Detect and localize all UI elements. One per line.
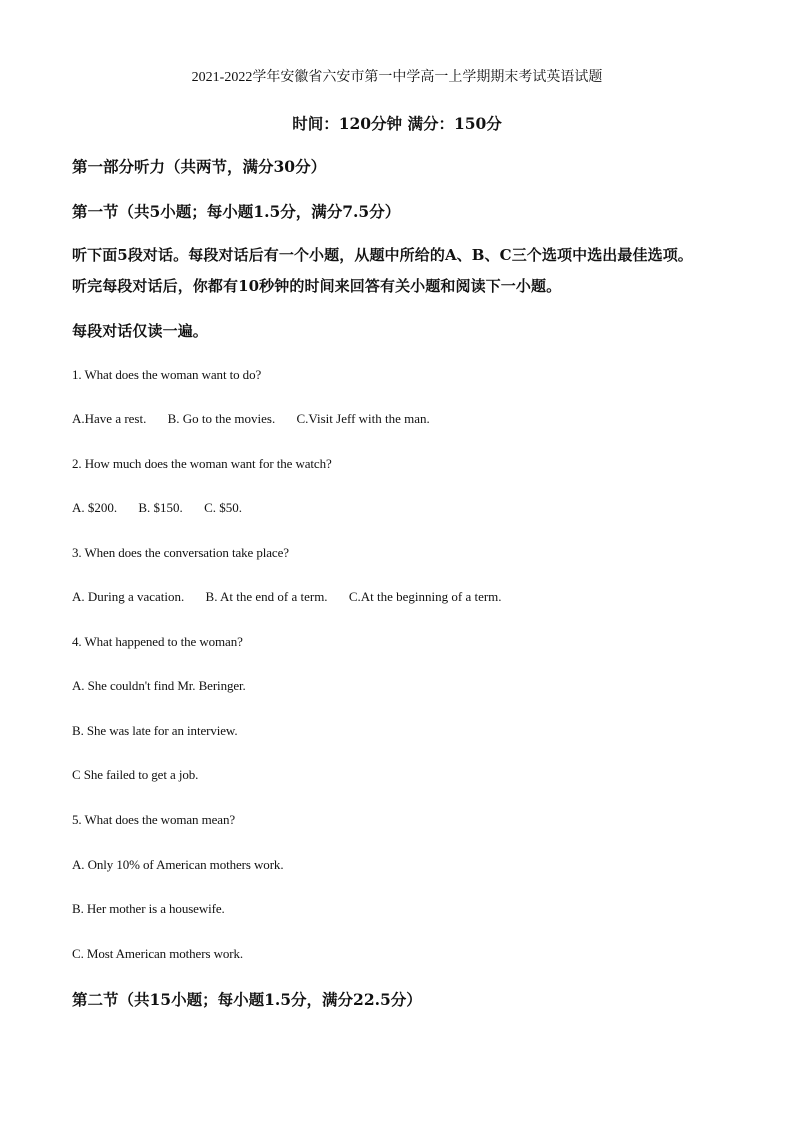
- instruction-line-2: 听完每段对话后，你都有10秒钟的时间来回答有关小题和阅读下一小题。: [72, 277, 562, 295]
- q4-option-b: B. She was late for an interview.: [72, 723, 238, 738]
- section2-heading: 第二节（共15小题；每小题1.5分，满分22.5分）: [72, 990, 422, 1009]
- part1-heading: 第一部分听力（共两节，满分30分）: [72, 157, 327, 176]
- question-3: 3. When does the conversation take place?: [72, 545, 289, 560]
- question-3-options: [72, 589, 520, 605]
- exam-title: 2021-2022学年安徽省六安市第一中学高一上学期期末考试英语试题: [191, 70, 603, 85]
- q5-option-a: A. Only 10% of American mothers work.: [72, 857, 284, 872]
- question-2-options: [72, 500, 260, 516]
- q3-option-a: A. During a vacation.: [72, 589, 185, 604]
- q1-option-a: A.Have a rest.: [72, 411, 147, 426]
- instruction-line-1: 听下面5段对话。每段对话后有一个小题，从题中所给的A、B、C三个选项中选出最佳选项。: [72, 246, 693, 264]
- instruction-line-3: 每段对话仅读一遍。: [72, 322, 208, 340]
- question-1-options: [72, 411, 448, 427]
- q4-option-c: C She failed to get a job.: [72, 767, 199, 782]
- q4-option-a: A. She couldn't find Mr. Beringer.: [72, 678, 246, 693]
- question-1: 1. What does the woman want to do?: [72, 367, 262, 382]
- question-2: 2. How much does the woman want for the watch?: [72, 456, 332, 471]
- q2-option-b: B. $150.: [138, 500, 183, 515]
- q3-option-c: C.At the beginning of a term.: [348, 589, 502, 604]
- q1-option-b: B. Go to the movies.: [167, 411, 276, 426]
- q1-option-c: C.Visit Jeff with the man.: [296, 411, 430, 426]
- exam-subtitle: 时间：120分钟 满分：150分: [292, 114, 502, 133]
- question-4: 4. What happened to the woman?: [72, 634, 243, 649]
- q3-option-b: B. At the end of a term.: [205, 589, 328, 604]
- q2-option-c: C. $50.: [204, 500, 242, 515]
- q2-option-a: A. $200.: [72, 500, 118, 515]
- section1-heading: 第一节（共5小题；每小题1.5分，满分7.5分）: [72, 202, 401, 221]
- question-5: 5. What does the woman mean?: [72, 812, 236, 827]
- q5-option-b: B. Her mother is a housewife.: [72, 901, 225, 916]
- q5-option-c: C. Most American mothers work.: [72, 946, 244, 961]
